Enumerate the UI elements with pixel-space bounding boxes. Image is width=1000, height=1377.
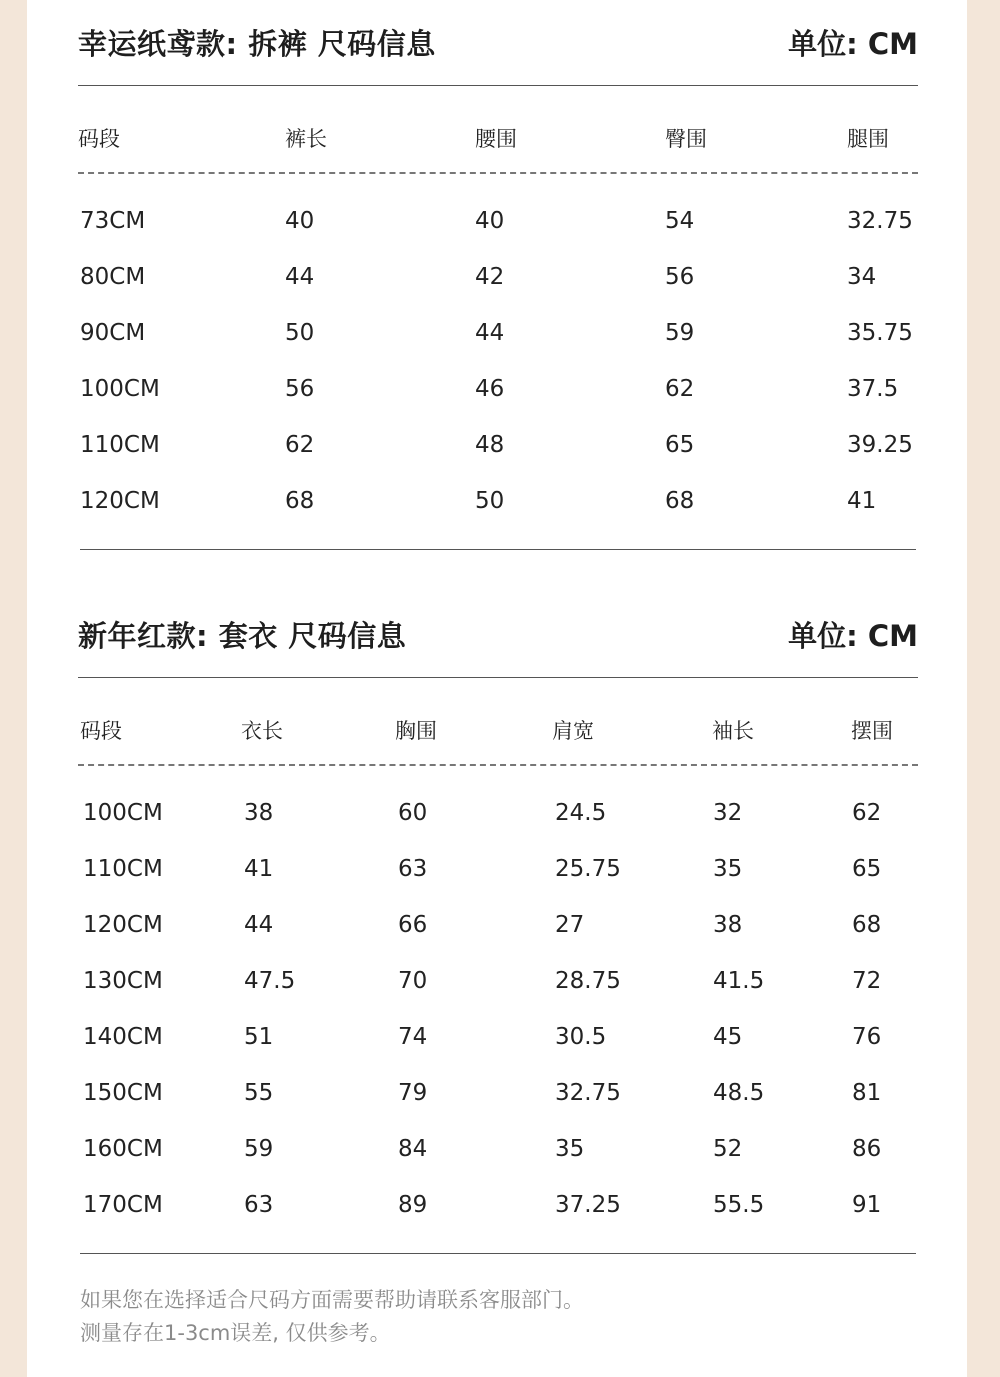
cell-value: 60 bbox=[398, 800, 428, 826]
cell-value: 50 bbox=[285, 320, 315, 346]
pants-header-length: 裤长 bbox=[285, 127, 327, 151]
cell-size: 73CM bbox=[80, 208, 146, 234]
table-row bbox=[78, 1122, 918, 1178]
cell-value: 63 bbox=[244, 1192, 274, 1218]
pants-header-hip: 臀围 bbox=[665, 127, 707, 151]
table-row bbox=[78, 474, 918, 530]
cell-value: 56 bbox=[665, 264, 695, 290]
note-line-help: 如果您在选择适合尺码方面需要帮助请联系客服部门。 bbox=[80, 1288, 584, 1312]
cell-value: 56 bbox=[285, 376, 315, 402]
pants-title: 幸运纸鸢款: 拆裤 尺码信息 bbox=[78, 27, 436, 61]
cell-value: 32 bbox=[713, 800, 743, 826]
table-row bbox=[78, 954, 918, 1010]
cell-value: 52 bbox=[713, 1136, 743, 1162]
table-row bbox=[78, 786, 918, 842]
cell-value: 28.75 bbox=[555, 968, 621, 994]
top-unit: 单位: CM bbox=[788, 619, 918, 653]
cell-size: 90CM bbox=[80, 320, 146, 346]
cell-value: 79 bbox=[398, 1080, 428, 1106]
cell-value: 63 bbox=[398, 856, 428, 882]
table-row bbox=[78, 250, 918, 306]
cell-value: 35 bbox=[555, 1136, 585, 1162]
pants-header-waist: 腰围 bbox=[475, 127, 517, 151]
cell-value: 66 bbox=[398, 912, 428, 938]
table-row bbox=[78, 306, 918, 362]
cell-value: 40 bbox=[475, 208, 505, 234]
cell-value: 91 bbox=[852, 1192, 882, 1218]
cell-value: 40 bbox=[285, 208, 315, 234]
top-header-size: 码段 bbox=[80, 719, 122, 743]
top-header-row bbox=[78, 678, 918, 764]
cell-value: 62 bbox=[852, 800, 882, 826]
cell-value: 42 bbox=[475, 264, 505, 290]
cell-size: 120CM bbox=[80, 488, 160, 514]
cell-value: 34 bbox=[847, 264, 877, 290]
cell-value: 41 bbox=[847, 488, 877, 514]
pants-title-row bbox=[78, 0, 918, 85]
cell-value: 35 bbox=[713, 856, 743, 882]
cell-value: 38 bbox=[713, 912, 743, 938]
cell-value: 72 bbox=[852, 968, 882, 994]
cell-value: 68 bbox=[665, 488, 695, 514]
top-size-section bbox=[78, 592, 918, 1234]
cell-size: 130CM bbox=[83, 968, 163, 994]
table-row bbox=[78, 362, 918, 418]
cell-value: 55 bbox=[244, 1080, 274, 1106]
cell-value: 70 bbox=[398, 968, 428, 994]
cell-value: 76 bbox=[852, 1024, 882, 1050]
cell-value: 25.75 bbox=[555, 856, 621, 882]
cell-value: 68 bbox=[285, 488, 315, 514]
cell-value: 24.5 bbox=[555, 800, 607, 826]
top-header-sleeve: 袖长 bbox=[712, 719, 754, 743]
cell-value: 84 bbox=[398, 1136, 428, 1162]
pants-rows bbox=[78, 174, 918, 530]
cell-value: 30.5 bbox=[555, 1024, 607, 1050]
cell-value: 51 bbox=[244, 1024, 274, 1050]
table-row bbox=[78, 898, 918, 954]
top-header-chest: 胸围 bbox=[395, 719, 437, 743]
cell-value: 32.75 bbox=[847, 208, 913, 234]
pants-header-size: 码段 bbox=[78, 127, 120, 151]
table-row bbox=[78, 194, 918, 250]
cell-value: 50 bbox=[475, 488, 505, 514]
cell-value: 55.5 bbox=[713, 1192, 765, 1218]
top-header-shoulder: 肩宽 bbox=[552, 719, 594, 743]
cell-value: 65 bbox=[852, 856, 882, 882]
cell-value: 65 bbox=[665, 432, 695, 458]
cell-value: 46 bbox=[475, 376, 505, 402]
note-line-tolerance: 测量存在1-3cm误差, 仅供参考。 bbox=[80, 1321, 391, 1345]
cell-value: 68 bbox=[852, 912, 882, 938]
cell-value: 59 bbox=[244, 1136, 274, 1162]
cell-value: 74 bbox=[398, 1024, 428, 1050]
cell-value: 38 bbox=[244, 800, 274, 826]
cell-size: 80CM bbox=[80, 264, 146, 290]
top-title-row bbox=[78, 592, 918, 677]
cell-size: 120CM bbox=[83, 912, 163, 938]
cell-size: 100CM bbox=[80, 376, 160, 402]
table-row bbox=[78, 418, 918, 474]
cell-size: 110CM bbox=[83, 856, 163, 882]
cell-value: 35.75 bbox=[847, 320, 913, 346]
cell-value: 37.5 bbox=[847, 376, 899, 402]
cell-value: 54 bbox=[665, 208, 695, 234]
cell-value: 27 bbox=[555, 912, 585, 938]
cell-value: 39.25 bbox=[847, 432, 913, 458]
top-header-length: 衣长 bbox=[241, 719, 283, 743]
cell-value: 47.5 bbox=[244, 968, 296, 994]
top-header-hem: 摆围 bbox=[851, 719, 893, 743]
cell-value: 45 bbox=[713, 1024, 743, 1050]
cell-size: 100CM bbox=[83, 800, 163, 826]
cell-size: 110CM bbox=[80, 432, 160, 458]
table-row bbox=[78, 842, 918, 898]
table-row bbox=[78, 1178, 918, 1234]
pants-bottom-divider bbox=[80, 549, 916, 550]
top-bottom-divider bbox=[80, 1253, 916, 1254]
cell-value: 32.75 bbox=[555, 1080, 621, 1106]
cell-size: 150CM bbox=[83, 1080, 163, 1106]
cell-value: 48.5 bbox=[713, 1080, 765, 1106]
cell-size: 170CM bbox=[83, 1192, 163, 1218]
cell-value: 89 bbox=[398, 1192, 428, 1218]
cell-size: 160CM bbox=[83, 1136, 163, 1162]
pants-header-thigh: 腿围 bbox=[847, 127, 889, 151]
cell-value: 62 bbox=[665, 376, 695, 402]
pants-size-section bbox=[78, 0, 918, 530]
cell-value: 48 bbox=[475, 432, 505, 458]
cell-value: 44 bbox=[244, 912, 274, 938]
cell-value: 44 bbox=[285, 264, 315, 290]
table-row bbox=[78, 1010, 918, 1066]
pants-unit: 单位: CM bbox=[788, 27, 918, 61]
top-title: 新年红款: 套衣 尺码信息 bbox=[78, 619, 407, 653]
cell-value: 41.5 bbox=[713, 968, 765, 994]
pants-header-row bbox=[78, 86, 918, 172]
cell-value: 41 bbox=[244, 856, 274, 882]
top-rows bbox=[78, 766, 918, 1234]
table-row bbox=[78, 1066, 918, 1122]
cell-value: 59 bbox=[665, 320, 695, 346]
cell-value: 81 bbox=[852, 1080, 882, 1106]
measurement-note bbox=[80, 1284, 584, 1350]
cell-value: 37.25 bbox=[555, 1192, 621, 1218]
cell-value: 86 bbox=[852, 1136, 882, 1162]
cell-value: 62 bbox=[285, 432, 315, 458]
cell-value: 44 bbox=[475, 320, 505, 346]
cell-size: 140CM bbox=[83, 1024, 163, 1050]
